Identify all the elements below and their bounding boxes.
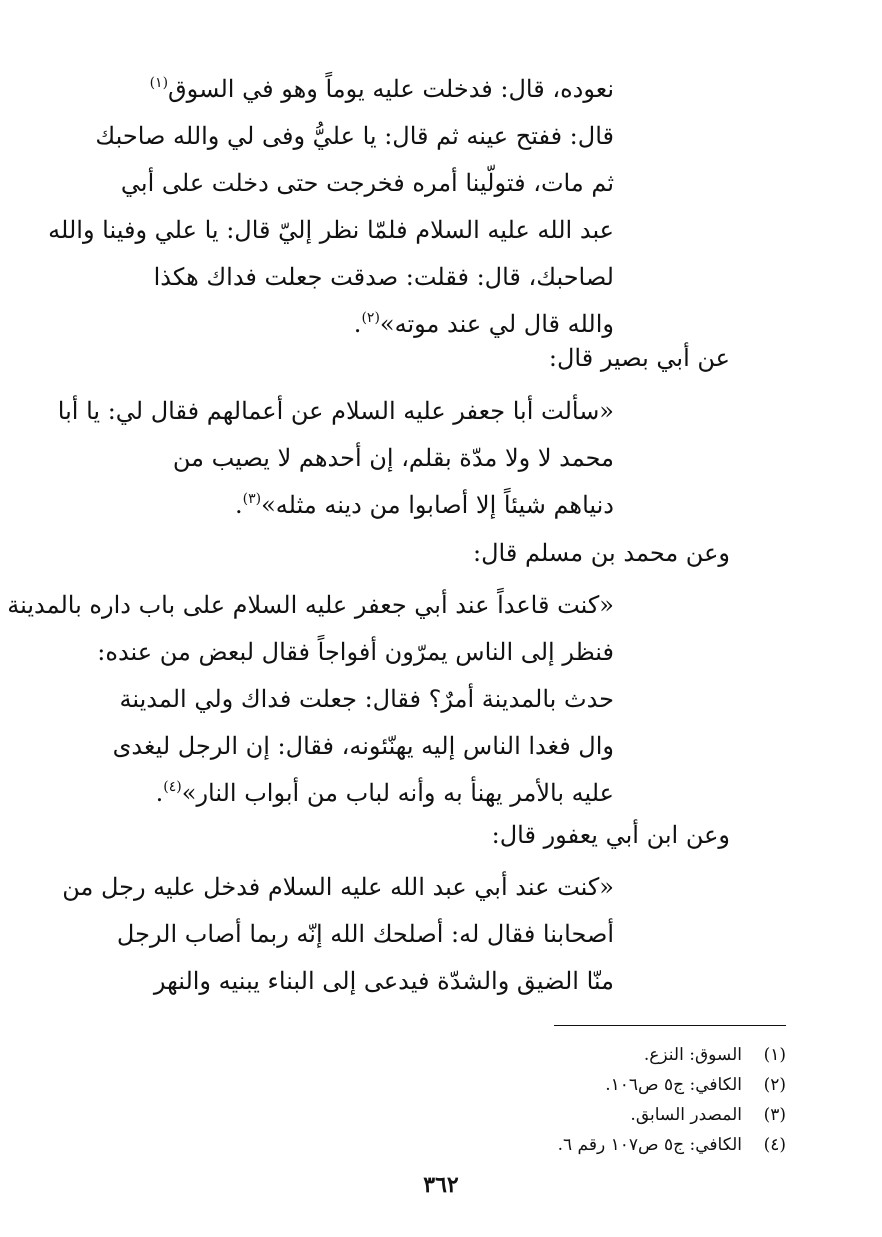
footnote-text: المصدر السابق. bbox=[630, 1105, 742, 1125]
quote-passage bbox=[57, 388, 614, 529]
quote-passage bbox=[7, 582, 614, 817]
text-line: عليه بالأمر يهنأ به وأنه لباب من أبواب النار»$^{(٤)}$. bbox=[155, 779, 614, 807]
footnote-number: (٣) bbox=[763, 1105, 786, 1125]
footnote-marker: (١) bbox=[149, 75, 169, 91]
footnotes bbox=[558, 1040, 786, 1160]
text-line: فنظر إلى الناس يمرّون أفواجاً فقال لبعض من عنده: bbox=[97, 638, 614, 666]
text-line: منّا الضيق والشدّة فيدعى إلى البناء يبنيه والنهر bbox=[153, 967, 614, 995]
text-line: ثم مات، فتولّينا أمره فخرجت حتى دخلت على أبي bbox=[120, 169, 614, 197]
text-line: لصاحبك، قال: فقلت: صدقت جعلت فداك هكذا bbox=[153, 263, 614, 291]
text-line: عبد الله عليه السلام فلمّا نظر إليّ قال: يا علي وفينا والله bbox=[48, 216, 614, 244]
footnote-text: السوق: النزع. bbox=[643, 1045, 742, 1065]
quote-passage bbox=[62, 864, 614, 1005]
text-line: «سألت أبا جعفر عليه السلام عن أعمالهم فقال لي: يا أبا bbox=[57, 397, 614, 425]
footnote-marker: (٢) bbox=[361, 310, 380, 326]
footnote-number: (٢) bbox=[763, 1075, 786, 1095]
footnote-marker: (٣) bbox=[242, 491, 262, 507]
narrator-intro: وعن محمد بن مسلم قال: bbox=[473, 539, 730, 567]
text-line: قال: ففتح عينه ثم قال: يا عليُّ وفى لي والله صاحبك bbox=[95, 122, 614, 150]
narrator-intro: عن أبي بصير قال: bbox=[548, 344, 730, 372]
footnote-item bbox=[558, 1130, 786, 1160]
text-line: حدث بالمدينة أمرٌ؟ فقال: جعلت فداك ولي المدينة bbox=[119, 685, 614, 713]
footnote-item bbox=[558, 1040, 786, 1070]
text-line: دنياهم شيئاً إلا أصابوا من دينه مثله»$^{(٣)}$. bbox=[235, 491, 614, 519]
text-line: نعوده، قال: فدخلت عليه يوماً وهو في السوق$^{(١)}$ bbox=[149, 75, 614, 103]
text-line: محمد لا ولا مدّة بقلم، إن أحدهم لا يصيب من bbox=[172, 444, 614, 472]
footnote-marker: (٤) bbox=[163, 779, 182, 795]
footnote-number: (١) bbox=[763, 1045, 786, 1065]
text-line: «كنت قاعداً عند أبي جعفر عليه السلام على باب داره بالمدينة bbox=[7, 591, 614, 619]
footnote-item bbox=[558, 1100, 786, 1130]
narrator-intro: وعن ابن أبي يعفور قال: bbox=[491, 821, 730, 849]
footnote-text: الكافي: ج٥ ص١٠٧ رقم ٦. bbox=[557, 1135, 742, 1155]
footnote-text: الكافي: ج٥ ص١٠٦. bbox=[605, 1075, 742, 1095]
footnote-separator bbox=[554, 1025, 786, 1026]
text-line: والله قال لي عند موته»$^{(٢)}$. bbox=[353, 310, 614, 338]
footnote-item bbox=[558, 1070, 786, 1100]
page-number: ٣٦٢ bbox=[423, 1172, 459, 1198]
quote-passage bbox=[48, 66, 614, 348]
text-line: أصحابنا فقال له: أصلحك الله إنّه ربما أصاب الرجل bbox=[116, 920, 614, 948]
text-line: وال فغدا الناس إليه يهنّئونه، فقال: إن الرجل ليغدى bbox=[112, 732, 614, 760]
footnote-number: (٤) bbox=[763, 1135, 786, 1155]
text-line: «كنت عند أبي عبد الله عليه السلام فدخل عليه رجل من bbox=[62, 873, 614, 901]
